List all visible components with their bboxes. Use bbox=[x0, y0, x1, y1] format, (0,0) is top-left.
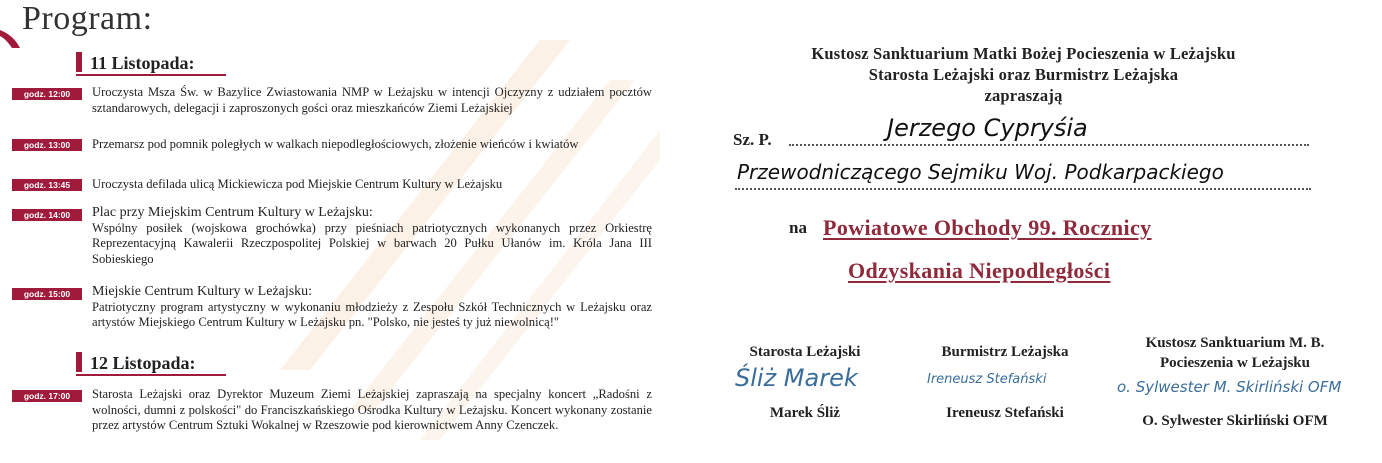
event-title: Odzyskania Niepodległości bbox=[848, 258, 1111, 283]
day-marker bbox=[76, 52, 82, 72]
inviter-line: Starosta Leżajski oraz Burmistrz Leżajska bbox=[868, 65, 1179, 84]
event-description: Przemarsz pod pomnik poległych w walkach niepodległościowych, złożenie wieńców i kwiatów bbox=[92, 137, 579, 151]
invitation-panel bbox=[665, 0, 1382, 463]
program-title: Program: bbox=[22, 0, 153, 37]
day-marker bbox=[76, 352, 82, 372]
signatory-role: Burmistrz Leżajska bbox=[941, 344, 1069, 360]
event-block bbox=[92, 284, 652, 331]
guest-name-handwritten: Jerzego Cypryśia bbox=[887, 114, 1088, 142]
event-heading: Miejskie Centrum Kultury w Leżajsku: bbox=[92, 284, 313, 299]
event-description: Starosta Leżajski oraz Dyrektor Muzeum Ziemi Leżajskiej zapraszają na specjalny koncert „Radośni z wolności, dumni z polskości" do Franciszkańskiego Ośrodka Kultury w Leżajsku. Koncert wykonany zostanie przez artystów Centrum Sztuki Wokalnej w Rzeszowie pod kierownictwem Anny Czenczek. bbox=[92, 387, 652, 433]
event-block bbox=[92, 205, 652, 267]
event-description: Patriotyczny program artystyczny w wykonaniu młodzieży z Zespołu Szkół Technicznych w Leżajsku oraz artystów Miejskiego Centrum Kultury w Leżajsku pn. "Polsko, nie jesteś ty już niewolnicą!" bbox=[92, 299, 652, 330]
signature-scribble: o. Sylwester M. Skirliński OFM bbox=[1117, 378, 1342, 396]
invite-verb: zapraszają bbox=[984, 86, 1063, 105]
signatory-role: Kustosz Sanktuarium M. B. Pocieszenia w Leżajsku bbox=[1145, 335, 1325, 371]
signatory-role: Starosta Leżajski bbox=[749, 344, 861, 360]
signatory-name: Marek Śliż bbox=[769, 405, 841, 421]
event-heading: Plac przy Miejskim Centrum Kultury w Leżajsku: bbox=[92, 205, 373, 220]
event-description: Uroczysta defilada ulicą Mickiewicza pod Miejskie Centrum Kultury w Leżajsku bbox=[92, 177, 503, 191]
time-badge: godz. 13:00 bbox=[12, 139, 82, 151]
time-badge: godz. 17:00 bbox=[12, 390, 82, 402]
preposition: na bbox=[789, 218, 807, 237]
day-heading: 12 Listopada: bbox=[90, 353, 196, 373]
dotted-line bbox=[789, 144, 1309, 146]
event-description: Wspólny posiłek (wojskowa grochówka) przy pieśniach patriotycznych wykonanych przez Orkiestrę Reprezentacyjną Kawalerii Rzeczpospolitej Polskiej w barwach 20 Pułku Ułanów im. Króla Jana III Sobieskiego bbox=[92, 220, 652, 266]
guest-title-handwritten: Przewodniczącego Sejmiku Woj. Podkarpackiego bbox=[737, 160, 1224, 184]
day-underline bbox=[76, 74, 226, 76]
time-badge: godz. 15:00 bbox=[12, 288, 82, 300]
time-badge: godz. 13:45 bbox=[12, 179, 82, 191]
inviter-line: Kustosz Sanktuarium Matki Bożej Pocieszenia w Leżajsku bbox=[811, 44, 1236, 63]
signatory-name: Ireneusz Stefański bbox=[946, 405, 1064, 421]
signatory-name: O. Sylwester Skirliński OFM bbox=[1142, 413, 1328, 429]
time-badge: godz. 12:00 bbox=[12, 88, 82, 100]
signature-scribble: Śliż Marek bbox=[735, 364, 858, 392]
salutation: Sz. P. bbox=[733, 130, 772, 149]
day-underline bbox=[76, 374, 226, 376]
time-badge: godz. 14:00 bbox=[12, 209, 82, 221]
signature-scribble: Ireneusz Stefański bbox=[927, 372, 1047, 387]
event-description: Uroczysta Msza Św. w Bazylice Zwiastowania NMP w Leżajsku w intencji Ojczyzny z udziałem pocztów sztandarowych, delegacji i zaproszonych gości oraz mieszkańców Ziemi Leżajskiej bbox=[92, 85, 652, 115]
dotted-line bbox=[735, 188, 1311, 190]
day-heading: 11 Listopada: bbox=[90, 53, 195, 73]
program-panel bbox=[0, 0, 665, 463]
event-title: Powiatowe Obchody 99. Rocznicy bbox=[823, 215, 1152, 240]
